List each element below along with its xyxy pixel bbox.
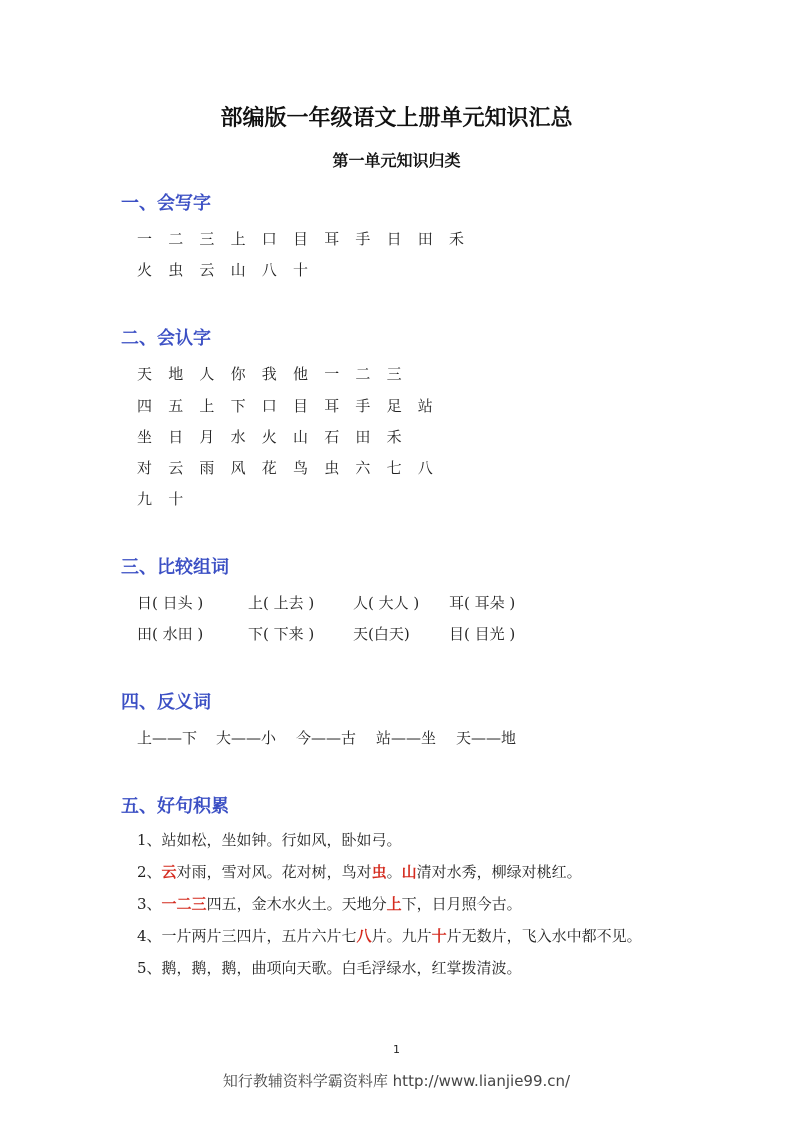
character: 火 xyxy=(261,428,277,446)
character: 我 xyxy=(261,365,277,383)
antonym-pair: 上——下 xyxy=(137,729,198,747)
character: 四 xyxy=(137,397,153,415)
character: 耳 xyxy=(324,397,340,415)
sentence-line-4 xyxy=(137,925,642,946)
sentence-text: 四五，金木水火土。天地分 xyxy=(206,895,387,913)
character: 人 xyxy=(199,365,215,383)
sentence-text: 4、一片两片三四片，五片六片七 xyxy=(137,927,357,945)
character: 十 xyxy=(293,261,309,279)
sentence-line-1 xyxy=(137,829,402,850)
character: 对 xyxy=(137,459,153,477)
antonym-pair: 天——地 xyxy=(456,729,517,747)
highlighted-character: 云 xyxy=(161,863,177,881)
character: 一 xyxy=(324,365,340,383)
character: 虫 xyxy=(168,261,184,279)
character: 口 xyxy=(261,230,277,248)
character: 虫 xyxy=(324,459,340,477)
heading-sentences: 五、好句积累 xyxy=(121,796,229,817)
character: 月 xyxy=(199,428,215,446)
character: 二 xyxy=(355,365,371,383)
character: 禾 xyxy=(386,428,402,446)
character: 上 xyxy=(199,397,215,415)
character: 八 xyxy=(261,261,277,279)
character: 十 xyxy=(168,490,184,508)
character: 火 xyxy=(137,261,153,279)
sentence-line-2 xyxy=(137,861,582,882)
character: 水 xyxy=(230,428,246,446)
sentence-text: 下，日月照今古。 xyxy=(401,895,522,913)
character: 鸟 xyxy=(293,459,309,477)
sentence-text: 1、站如松，坐如钟。行如风，卧如弓。 xyxy=(137,831,402,849)
highlighted-character: 上 xyxy=(386,895,402,913)
compare-item: 人( 大人 ) xyxy=(353,594,420,612)
compare-item: 目( 目光 ) xyxy=(449,625,516,643)
character: 雨 xyxy=(199,459,215,477)
heading-compare: 三、比较组词 xyxy=(121,557,229,578)
sentence-text: 。 xyxy=(386,863,402,881)
heading-recognize: 二、会认字 xyxy=(121,328,211,349)
unit-subtitle: 第一单元知识归类 xyxy=(332,151,461,170)
character: 三 xyxy=(386,365,402,383)
character: 禾 xyxy=(449,230,465,248)
character: 口 xyxy=(261,397,277,415)
footer-watermark: 知行教辅资料学霸资料库 http://www.lianjie99.cn/ xyxy=(222,1072,571,1090)
sentence-line-5 xyxy=(137,957,522,978)
character: 他 xyxy=(293,365,309,383)
character: 五 xyxy=(168,397,184,415)
character: 田 xyxy=(417,230,433,248)
character: 山 xyxy=(230,261,246,279)
page-title: 部编版一年级语文上册单元知识汇总 xyxy=(220,106,573,131)
character: 上 xyxy=(230,230,246,248)
antonym-pair: 站——坐 xyxy=(376,729,437,747)
highlighted-character: 山 xyxy=(401,863,417,881)
compare-item: 上( 上去 ) xyxy=(248,594,315,612)
sentence-line-3 xyxy=(137,893,522,914)
character: 二 xyxy=(168,230,184,248)
sentence-text: 对雨，雪对风。花对树，鸟对 xyxy=(176,863,372,881)
antonym-pair: 今——古 xyxy=(296,729,357,747)
character: 花 xyxy=(261,459,277,477)
compare-item: 天(白天) xyxy=(353,625,410,643)
sentence-text: 片。九片 xyxy=(371,927,432,945)
highlighted-character: 十 xyxy=(431,927,447,945)
character: 目 xyxy=(293,397,309,415)
character: 你 xyxy=(230,365,246,383)
character: 风 xyxy=(230,459,246,477)
character: 山 xyxy=(293,428,309,446)
character: 田 xyxy=(355,428,371,446)
character: 耳 xyxy=(324,230,340,248)
highlighted-character: 八 xyxy=(356,927,372,945)
character: 一 xyxy=(137,230,153,248)
compare-item: 下( 下来 ) xyxy=(248,625,315,643)
sentence-text: 5、鹅，鹅，鹅，曲项向天歌。白毛浮绿水，红掌拨清波。 xyxy=(137,959,522,977)
heading-write: 一、会写字 xyxy=(121,193,211,214)
character: 足 xyxy=(386,397,402,415)
character: 手 xyxy=(355,230,371,248)
character: 三 xyxy=(199,230,215,248)
character: 目 xyxy=(293,230,309,248)
character: 石 xyxy=(324,428,340,446)
character: 云 xyxy=(168,459,184,477)
character: 手 xyxy=(355,397,371,415)
highlighted-character: 虫 xyxy=(371,863,387,881)
character: 天 xyxy=(137,365,153,383)
compare-item: 耳( 耳朵 ) xyxy=(449,594,516,612)
sentence-text: 清对水秀，柳绿对桃红。 xyxy=(416,863,582,881)
character: 地 xyxy=(168,365,184,383)
character: 八 xyxy=(417,459,433,477)
page-number: 1 xyxy=(393,1043,400,1056)
character: 坐 xyxy=(137,428,153,446)
compare-item: 田( 水田 ) xyxy=(137,625,204,643)
sentence-text: 3、 xyxy=(137,895,162,913)
character: 下 xyxy=(230,397,246,415)
character: 九 xyxy=(137,490,153,508)
character: 七 xyxy=(386,459,402,477)
character: 日 xyxy=(168,428,184,446)
compare-item: 日( 日头 ) xyxy=(137,594,204,612)
heading-antonyms: 四、反义词 xyxy=(121,692,211,713)
character: 日 xyxy=(386,230,402,248)
character: 站 xyxy=(417,397,433,415)
sentence-text: 2、 xyxy=(137,863,162,881)
sentence-text: 片无数片，飞入水中都不见。 xyxy=(446,927,642,945)
antonym-pair: 大——小 xyxy=(216,729,277,747)
character: 六 xyxy=(355,459,371,477)
character: 云 xyxy=(199,261,215,279)
highlighted-character: 一二三 xyxy=(161,895,207,913)
